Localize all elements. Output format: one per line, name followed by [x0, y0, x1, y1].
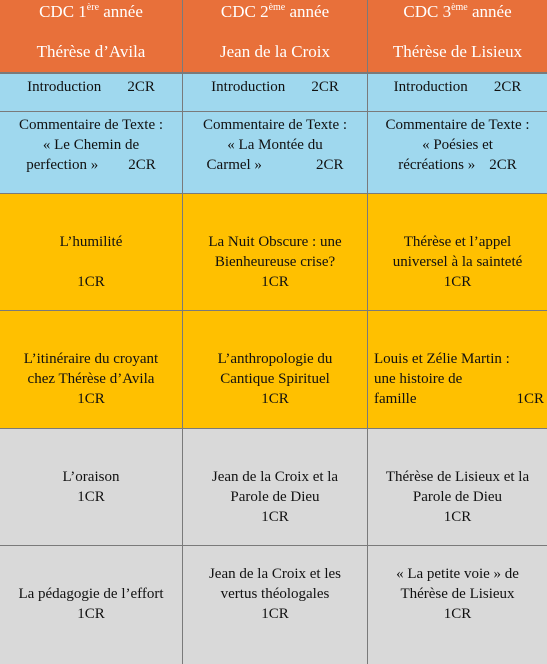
year-label: CDC 2	[220, 2, 269, 21]
course-title-line1: Thérèse et l’appel	[403, 234, 512, 250]
course-title-line2: une histoire de	[374, 371, 463, 387]
year-label: CDC 3	[403, 2, 452, 21]
course-title-line1: L’anthropologie du	[217, 351, 333, 367]
course-title-line1: Commentaire de Texte :	[385, 117, 530, 133]
course-title: Introduction	[211, 79, 286, 95]
course-cell-john-word-of-god	[183, 429, 368, 546]
course-credits: 1CR	[443, 509, 472, 525]
course-title-line3: récréations »	[398, 157, 476, 173]
course-title-line2: universel à la sainteté	[392, 254, 523, 270]
course-title-line2: Parole de Dieu	[230, 489, 320, 505]
year-ordinal: ème	[451, 2, 468, 13]
intro-cell-year1	[0, 74, 183, 112]
course-title-line2: « Poésies et	[422, 137, 493, 153]
intro-cell-year3	[368, 74, 547, 112]
course-cell-universal-call	[368, 194, 547, 311]
course-cell-prayer	[0, 429, 183, 546]
course-credits: 2CR	[311, 79, 339, 95]
course-title-line2: Bienheureuse crise?	[214, 254, 336, 270]
course-title-line1: Jean de la Croix et la	[211, 469, 339, 485]
year-ordinal: ère	[86, 2, 100, 13]
course-title: Introduction	[393, 79, 468, 95]
course-title-line1: Commentaire de Texte :	[18, 117, 164, 133]
course-cell-little-way	[368, 546, 547, 664]
course-cell-therese-word-of-god	[368, 429, 547, 546]
column-header-year2	[183, 0, 368, 74]
year-suffix: année	[99, 2, 143, 21]
year-suffix: année	[467, 2, 512, 21]
course-title-line2: Parole de Dieu	[412, 489, 503, 505]
course-credits: 1CR	[77, 606, 105, 622]
course-credits: 2CR	[128, 157, 156, 173]
course-cell-dark-night	[183, 194, 368, 311]
course-title: Introduction	[27, 79, 102, 95]
saint-name: Thérèse d’Avila	[36, 42, 146, 61]
course-credits: 2CR	[493, 79, 522, 95]
course-cell-martin-family	[368, 311, 547, 429]
course-credits: 1CR	[443, 274, 472, 290]
course-title-line3: Carmel »	[206, 157, 262, 173]
saint-name: Jean de la Croix	[220, 42, 330, 61]
course-title-line1: Commentaire de Texte :	[202, 117, 348, 133]
course-cell-theological-virtues	[183, 546, 368, 664]
column-header-year1	[0, 0, 183, 74]
course-title-line1: La Nuit Obscure : une	[208, 234, 342, 250]
course-title-line1: L’itinéraire du croyant	[23, 351, 159, 367]
course-credits: 2CR	[127, 79, 155, 95]
year-label: CDC 1	[39, 2, 87, 21]
course-title-line2: Thérèse de Lisieux	[400, 586, 515, 602]
column-header-year3	[368, 0, 547, 74]
course-title-line2: « La Montée du	[227, 137, 323, 153]
saint-name: Thérèse de Lisieux	[392, 42, 523, 61]
course-credits: 1CR	[516, 391, 544, 407]
course-credits: 1CR	[261, 509, 289, 525]
course-title: La pédagogie de l’effort	[18, 586, 164, 602]
course-credits: 1CR	[77, 274, 105, 290]
course-cell-itinerary	[0, 311, 183, 429]
course-credits: 2CR	[315, 157, 344, 173]
course-credits: 1CR	[261, 391, 289, 407]
course-title-line2: « Le Chemin de	[42, 137, 140, 153]
commentary-cell-year2	[183, 112, 368, 194]
course-cell-humility	[0, 194, 183, 311]
course-credits: 1CR	[261, 274, 289, 290]
course-cell-anthropology	[183, 311, 368, 429]
course-title-line2: vertus théologales	[220, 586, 330, 602]
year-suffix: année	[285, 2, 330, 21]
course-credits: 1CR	[77, 489, 105, 505]
course-title-line1: Thérèse de Lisieux et la	[385, 469, 530, 485]
course-title: L’oraison	[62, 469, 120, 485]
course-title-line3: famille	[374, 391, 417, 407]
commentary-cell-year3	[368, 112, 547, 194]
course-title-line1: Louis et Zélie Martin :	[374, 351, 510, 367]
course-title-line1: « La petite voie » de	[396, 566, 519, 582]
course-credits: 1CR	[443, 606, 472, 622]
course-title: L’humilité	[59, 234, 123, 250]
year-ordinal: ème	[268, 2, 286, 13]
course-title-line2: chez Thérèse d’Avila	[27, 371, 155, 387]
course-title-line1: Jean de la Croix et les	[208, 566, 342, 582]
course-title-line2: Cantique Spirituel	[220, 371, 330, 387]
intro-cell-year2	[183, 74, 368, 112]
course-credits: 1CR	[261, 606, 289, 622]
course-credits: 2CR	[489, 157, 517, 173]
course-credits: 1CR	[77, 391, 105, 407]
course-cell-pedagogy-effort	[0, 546, 183, 664]
commentary-cell-year1	[0, 112, 183, 194]
course-title-line3: perfection »	[26, 157, 99, 173]
